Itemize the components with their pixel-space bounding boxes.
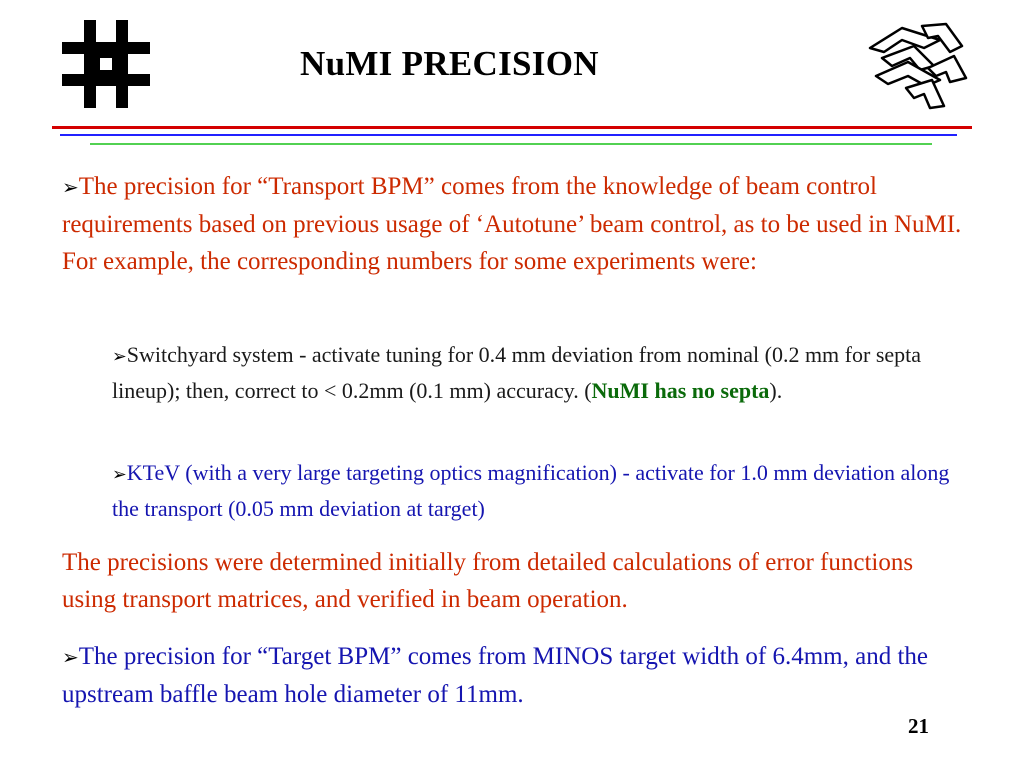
page-number: 21 — [908, 714, 929, 738]
paragraph-text: The precision for “Transport BPM” comes from the knowledge of beam control requirements based on previous usage of ‘Autotune’ beam control, as to be used in NuMI. For example, the corresponding numbers for some experiments were: — [62, 173, 962, 275]
sub-bullet-text: KTeV (with a very large targeting optics magnification) - activate for 1.0 mm deviation along the transport (0.05 mm deviation at target) — [112, 460, 950, 521]
paren-close: ). — [769, 378, 783, 403]
divider-blue — [60, 134, 957, 136]
no-septa-emphasis: NuMI has no septa — [591, 378, 770, 403]
slide-title: NuMI PRECISION — [300, 44, 599, 83]
divider-red — [52, 126, 972, 129]
paragraph-text: The precision for “Target BPM” comes from MINOS target width of 6.4mm, and the upstream baffle beam hole diameter of 11mm. — [62, 643, 928, 708]
fermilab-logo-icon — [60, 18, 152, 110]
paragraph-text: The precisions were determined initially from detailed calculations of error functions using transport matrices, and verified in beam operation. — [62, 549, 914, 613]
paren-open: ( — [584, 378, 592, 403]
sub-bullet-switchyard — [112, 338, 972, 407]
paragraph-target-bpm — [62, 638, 972, 713]
bullet-arrow-icon: ➢ — [112, 465, 127, 485]
paragraph-precisions-determined — [62, 544, 972, 618]
paragraph-transport-bpm — [62, 168, 972, 280]
bullet-arrow-icon: ➢ — [62, 175, 79, 199]
bullet-arrow-icon: ➢ — [62, 645, 79, 669]
sub-bullet-ktev — [112, 456, 972, 525]
numi-logo-icon — [862, 18, 970, 114]
sub-bullet-text: Switchyard system - activate tuning for 0.4 mm deviation from nominal (0.2 mm for septa lineup); then, correct to < 0.2mm (0.1 mm) accuracy. — [112, 342, 922, 403]
divider-green — [90, 143, 932, 145]
bullet-arrow-icon: ➢ — [112, 347, 127, 367]
